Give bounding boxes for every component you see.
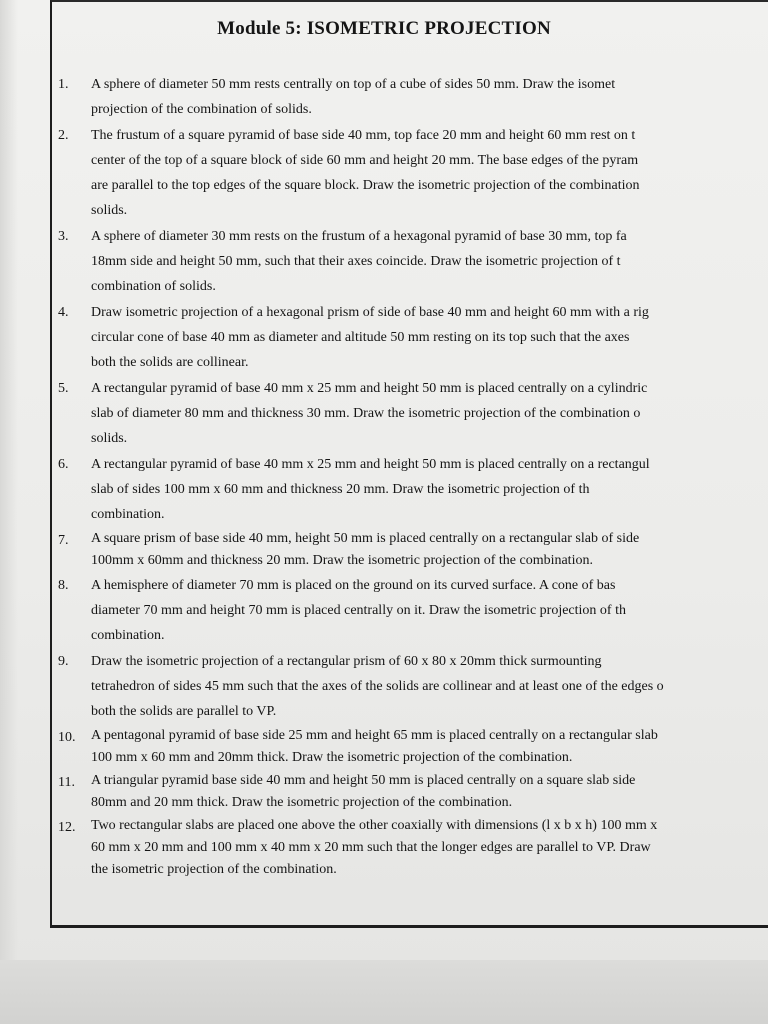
question-text-line: The frustum of a square pyramid of base side 40 mm, top face 20 mm and height 60 mm rest on t	[91, 128, 636, 143]
question-number: 8.	[58, 578, 69, 593]
question-2	[58, 123, 768, 223]
question-number: 7.	[58, 533, 69, 548]
question-text-line: Two rectangular slabs are placed one above the other coaxially with dimensions (l x b x h) 100 mm x	[91, 818, 658, 833]
question-number: 11.	[58, 775, 75, 790]
question-number: 12.	[58, 820, 76, 835]
question-text-line: Draw isometric projection of a hexagonal prism of side of base 40 mm and height 60 mm with a rig	[91, 305, 649, 320]
question-text-line: combination.	[91, 507, 165, 522]
question-8	[58, 573, 768, 648]
question-text-line: slab of sides 100 mm x 60 mm and thickness 20 mm. Draw the isometric projection of th	[91, 482, 590, 497]
question-text-line: are parallel to the top edges of the square block. Draw the isometric projection of the combination	[91, 178, 640, 193]
question-text-line: A pentagonal pyramid of base side 25 mm and height 65 mm is placed centrally on a rectangular slab	[91, 728, 658, 743]
question-text-line: solids.	[91, 203, 128, 218]
question-text-line: A sphere of diameter 50 mm rests centrally on top of a cube of sides 50 mm. Draw the isomet	[91, 77, 616, 92]
question-text-line: the isometric projection of the combination.	[91, 862, 337, 877]
question-number: 1.	[58, 77, 69, 92]
question-number: 6.	[58, 457, 69, 472]
question-text-line: projection of the combination of solids.	[91, 102, 312, 117]
question-text-line: circular cone of base 40 mm as diameter and altitude 50 mm resting on its top such that the axes	[91, 330, 630, 345]
question-text-line: 100mm x 60mm and thickness 20 mm. Draw the isometric projection of the combination.	[91, 553, 593, 568]
question-6	[58, 452, 768, 527]
question-number: 10.	[58, 730, 76, 745]
question-text-line: tetrahedron of sides 45 mm such that the axes of the solids are collinear and at least one of the edges o	[91, 679, 664, 694]
page-bottom-margin	[0, 960, 768, 1024]
question-list	[58, 72, 768, 881]
question-5	[58, 376, 768, 451]
page-title: Module 5: ISOMETRIC PROJECTION	[217, 18, 551, 39]
question-text-line: 80mm and 20 mm thick. Draw the isometric projection of the combination.	[91, 795, 513, 810]
question-3	[58, 224, 768, 299]
question-text-line: A rectangular pyramid of base 40 mm x 25 mm and height 50 mm is placed centrally on a cylindric	[91, 381, 648, 396]
question-text-line: solids.	[91, 431, 128, 446]
question-text-line: combination.	[91, 628, 165, 643]
question-text-line: slab of diameter 80 mm and thickness 30 mm. Draw the isometric projection of the combination o	[91, 406, 641, 421]
page-shadow	[0, 0, 18, 1024]
question-1	[58, 72, 768, 122]
question-text-line: 100 mm x 60 mm and 20mm thick. Draw the isometric projection of the combination.	[91, 750, 573, 765]
question-text-line: A square prism of base side 40 mm, height 50 mm is placed centrally on a rectangular slab of side	[91, 531, 640, 546]
question-text-line: Draw the isometric projection of a rectangular prism of 60 x 80 x 20mm thick surmounting	[91, 654, 602, 669]
question-number: 2.	[58, 128, 69, 143]
question-12	[58, 815, 768, 881]
question-text-line: A rectangular pyramid of base 40 mm x 25 mm and height 50 mm is placed centrally on a rectangul	[91, 457, 650, 472]
question-text-line: both the solids are collinear.	[91, 355, 249, 370]
question-text-line: A triangular pyramid base side 40 mm and height 50 mm is placed centrally on a square slab side	[91, 773, 636, 788]
question-number: 5.	[58, 381, 69, 396]
question-text-line: both the solids are parallel to VP.	[91, 704, 277, 719]
question-number: 3.	[58, 229, 69, 244]
question-text-line: 60 mm x 20 mm and 100 mm x 40 mm x 20 mm such that the longer edges are parallel to VP. Draw	[91, 840, 651, 855]
question-7	[58, 528, 768, 572]
question-text-line: 18mm side and height 50 mm, such that their axes coincide. Draw the isometric projection of t	[91, 254, 621, 269]
question-text-line: A sphere of diameter 30 mm rests on the frustum of a hexagonal pyramid of base 30 mm, top fa	[91, 229, 627, 244]
question-10	[58, 725, 768, 769]
question-9	[58, 649, 768, 724]
question-text-line: diameter 70 mm and height 70 mm is placed centrally on it. Draw the isometric projection of th	[91, 603, 626, 618]
question-text-line: combination of solids.	[91, 279, 216, 294]
question-number: 4.	[58, 305, 69, 320]
question-4	[58, 300, 768, 375]
question-text-line: center of the top of a square block of side 60 mm and height 20 mm. The base edges of the pyram	[91, 153, 639, 168]
question-text-line: A hemisphere of diameter 70 mm is placed on the ground on its curved surface. A cone of bas	[91, 578, 616, 593]
question-11	[58, 770, 768, 814]
question-number: 9.	[58, 654, 69, 669]
